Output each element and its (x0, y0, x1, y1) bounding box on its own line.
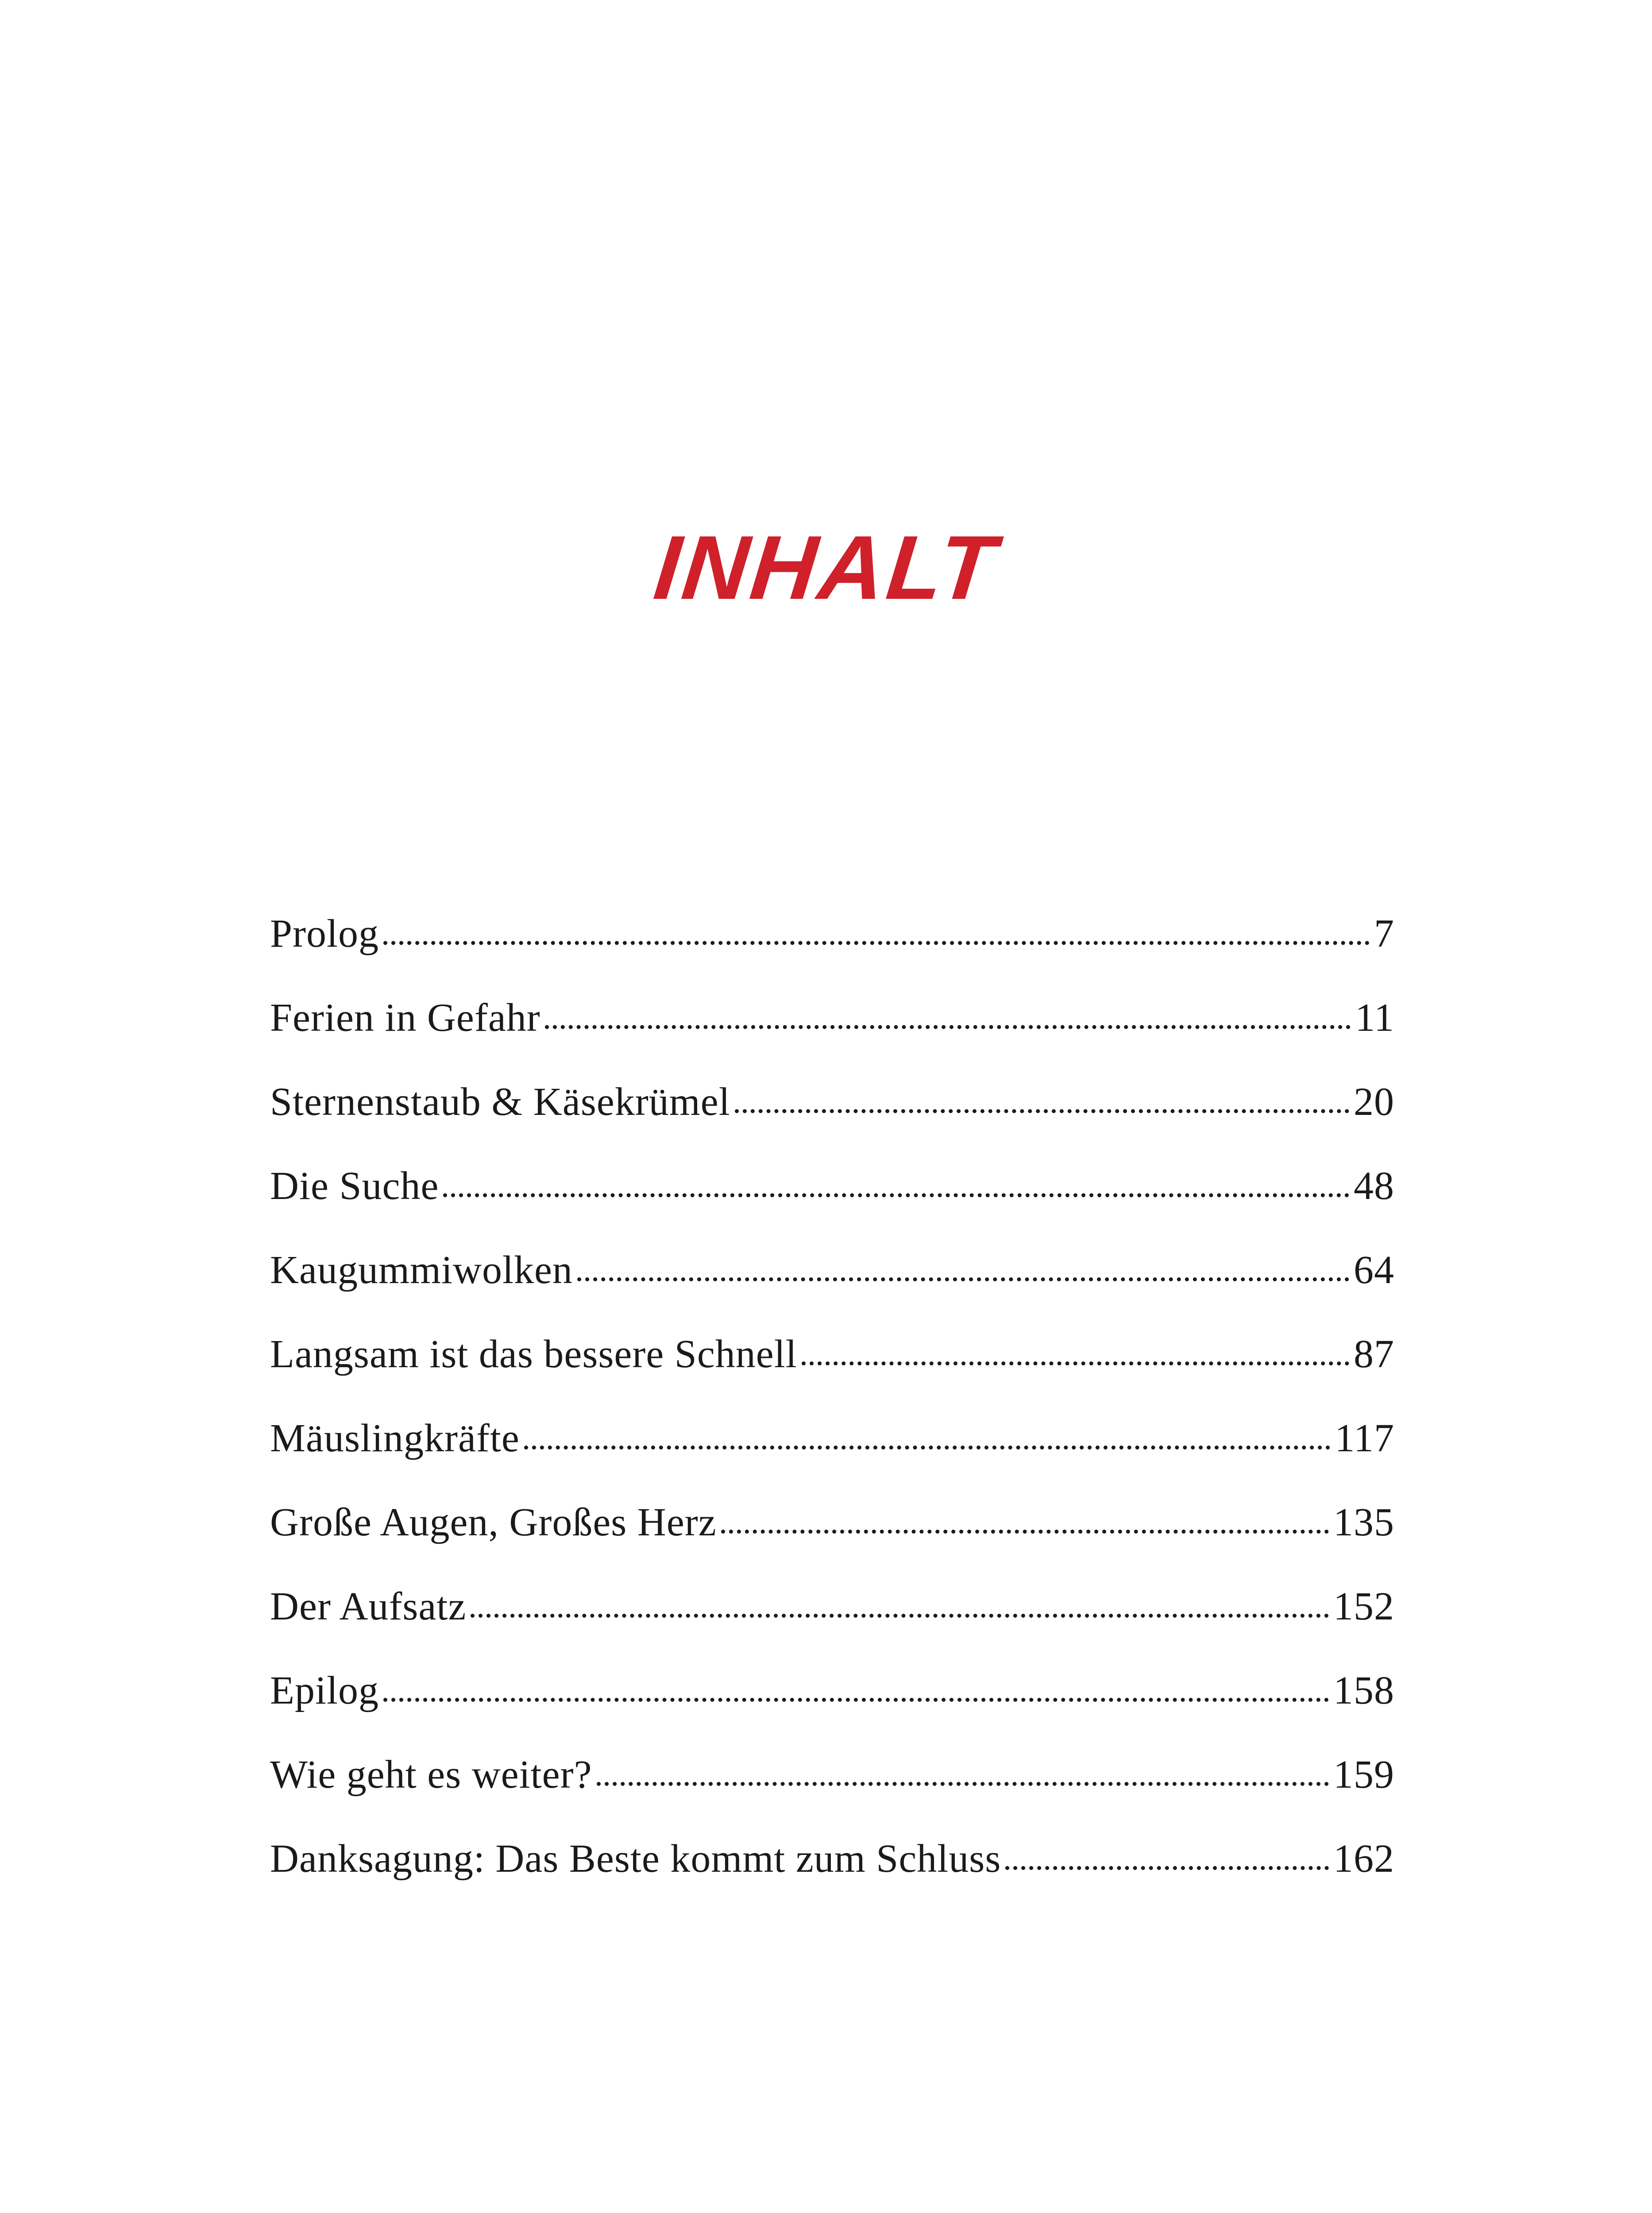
toc-entry-title: Kaugummiwolken (270, 1248, 573, 1292)
toc-leader-dots (471, 1611, 1329, 1618)
toc-entry (270, 1082, 1394, 1166)
toc-leader-dots (577, 1275, 1349, 1281)
toc-entry-page: 64 (1354, 1248, 1394, 1292)
toc-entry-page: 158 (1333, 1669, 1394, 1712)
toc-entry-page: 7 (1374, 912, 1394, 956)
toc-entry-title: Wie geht es weiter? (270, 1753, 592, 1797)
toc-leader-dots (721, 1527, 1329, 1534)
toc-entry-title: Ferien in Gefahr (270, 996, 540, 1040)
toc-entry (270, 1334, 1394, 1419)
toc-entry (270, 1500, 1394, 1587)
toc-entry-title: Danksagung: Das Beste kommt zum Schluss (270, 1837, 1001, 1881)
toc-entry (270, 1587, 1394, 1671)
toc-leader-dots (735, 1106, 1349, 1113)
toc-leader-dots (545, 1022, 1351, 1029)
toc-entry-page: 152 (1333, 1585, 1394, 1628)
toc-entry-title: Langsam ist das bessere Schnell (270, 1332, 797, 1376)
toc-entry-title: Prolog (270, 912, 379, 956)
toc-entry-title: Der Aufsatz (270, 1585, 467, 1628)
toc-entry (270, 1416, 1394, 1503)
toc-entry (270, 998, 1394, 1082)
toc-entry (270, 1755, 1394, 1839)
page-title: INHALT (649, 517, 1003, 618)
toc-leader-dots (383, 1695, 1329, 1702)
toc-entry (270, 1671, 1394, 1755)
toc-leader-dots (443, 1191, 1349, 1197)
toc-leader-dots (383, 938, 1370, 945)
toc-entry-title: Epilog (270, 1669, 379, 1712)
toc-entry-page: 159 (1333, 1753, 1394, 1797)
toc-entry-title: Große Augen, Großes Herz (270, 1500, 717, 1544)
toc-entry-page: 135 (1333, 1500, 1394, 1544)
table-of-contents (270, 914, 1394, 1923)
toc-entry (270, 1839, 1394, 1923)
toc-entry (270, 914, 1394, 998)
toc-entry-page: 162 (1333, 1837, 1394, 1881)
toc-entry-page: 87 (1354, 1332, 1394, 1376)
toc-leader-dots (1005, 1863, 1329, 1870)
toc-entry-title: Mäuslingkräfte (270, 1416, 520, 1460)
toc-leader-dots (802, 1359, 1349, 1365)
toc-entry-page: 20 (1354, 1080, 1394, 1124)
toc-entry-title: Sternenstaub & Käsekrümel (270, 1080, 730, 1124)
toc-entry-page: 117 (1335, 1416, 1394, 1460)
toc-leader-dots (597, 1779, 1329, 1786)
toc-entry-page: 48 (1354, 1164, 1394, 1208)
toc-entry-page: 11 (1355, 996, 1394, 1040)
toc-entry (270, 1166, 1394, 1250)
toc-entry (270, 1250, 1394, 1334)
toc-leader-dots (524, 1443, 1330, 1450)
toc-entry-title: Die Suche (270, 1164, 439, 1208)
